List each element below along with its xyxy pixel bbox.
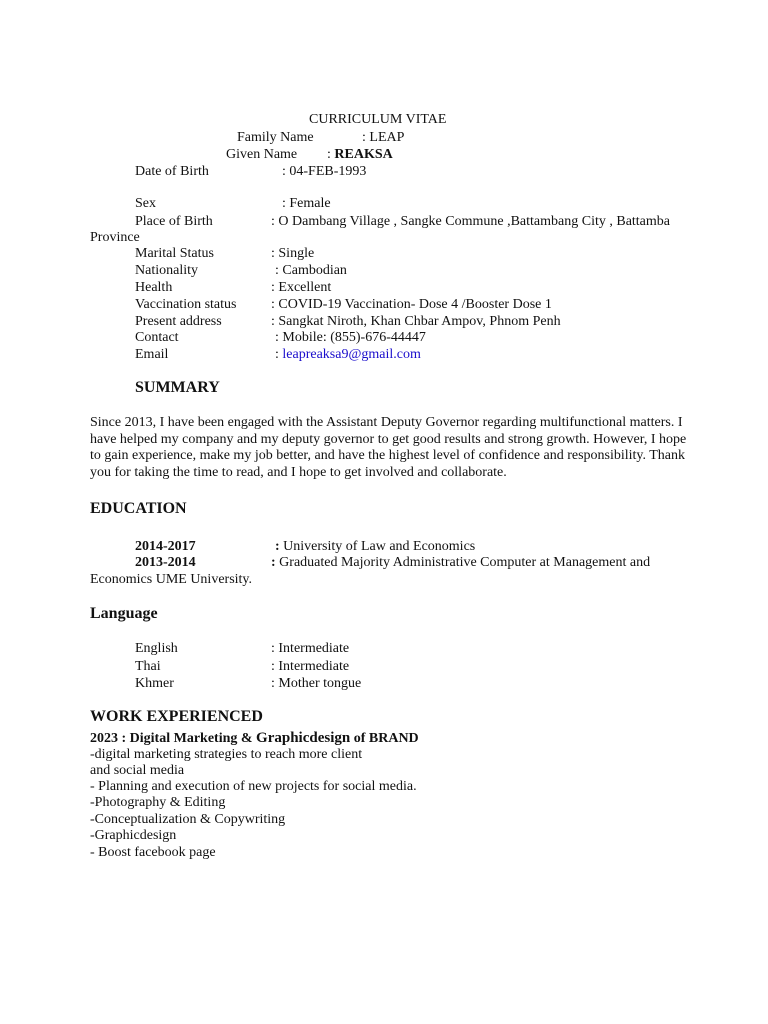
health-label: Health [135,280,173,295]
work-duty: -digital marketing strategies to reach more client [90,747,363,762]
vaccination-label: Vaccination status [135,297,237,312]
education-text: University of Law and Economics [279,539,476,554]
dob-value: : 04-FEB-1993 [282,164,367,179]
education-years: 2014-2017 [135,539,196,554]
health-value: : Excellent [271,280,332,295]
given-name-sep: : [327,147,335,162]
work-duty: - Boost facebook page [90,845,216,860]
nationality-value: : Cambodian [275,263,347,278]
cv-title: CURRICULUM VITAE [309,112,447,127]
family-name-value: : LEAP [362,130,405,145]
given-name-label: Given Name [226,147,298,162]
language-name: Khmer [135,676,174,691]
education-colon: : [271,555,276,570]
language-level: : Intermediate [271,641,350,656]
education-wrap: Economics UME University. [90,572,253,587]
marital-value: : Single [271,246,315,261]
address-label: Present address [135,314,222,329]
summary-heading: SUMMARY [135,379,220,396]
contact-label: Contact [135,330,179,345]
nationality-label: Nationality [135,263,198,278]
summary-text: Since 2013, I have been engaged with the Assistant Deputy Governor regarding multifunctional matters. I have helped my company and my deputy governor to get good results and strong growth. However, I hope to gain experience, make my job better, and have the highest level of confidence and responsibility. Thank you for taking the time to read, and I hope to get involved and collaborate. [90,415,687,481]
pob-wrap: Province [90,230,140,245]
given-name-field [327,147,393,163]
language-name: Thai [135,659,161,674]
language-level: : Mother tongue [271,676,362,691]
work-title-part3: of BRAND [350,731,419,746]
work-duty: - Planning and execution of new projects for social media. [90,779,417,794]
education-entry [271,555,650,571]
sex-label: Sex [135,196,156,211]
email-sep: : [275,347,283,362]
pob-label: Place of Birth [135,214,213,229]
pob-value: : O Dambang Village , Sangke Commune ,Battambang City , Battamba [271,214,670,229]
family-name-label: Family Name [237,130,314,145]
work-duty: and social media [90,763,185,778]
language-heading: Language [90,605,158,622]
work-heading: WORK EXPERIENCED [90,708,263,725]
education-entry [275,539,475,555]
email-field [275,347,421,363]
given-name-value: REAKSA [334,147,393,162]
vaccination-value: : COVID-19 Vaccination- Dose 4 /Booster Dose 1 [271,297,552,312]
education-years: 2013-2014 [135,555,196,570]
address-value: : Sangkat Niroth, Khan Chbar Ampov, Phnom Penh [271,314,561,329]
work-title-part1: 2023 : Digital Marketing & [90,731,257,746]
email-link[interactable]: leapreaksa9@gmail.com [282,347,421,362]
work-title-part2: Graphicdesign [256,730,351,746]
work-duty: -Graphicdesign [90,828,177,843]
work-title [90,730,419,747]
sex-value: : Female [282,196,331,211]
education-text: Graduated Majority Administrative Computer at Management and [275,555,651,570]
marital-label: Marital Status [135,246,214,261]
contact-value: : Mobile: (855)-676-44447 [275,330,426,345]
language-name: English [135,641,178,656]
work-duty: -Conceptualization & Copywriting [90,812,286,827]
work-duty: -Photography & Editing [90,795,226,810]
language-level: : Intermediate [271,659,350,674]
dob-label: Date of Birth [135,164,209,179]
education-colon: : [275,539,280,554]
education-heading: EDUCATION [90,500,187,517]
email-label: Email [135,347,169,362]
